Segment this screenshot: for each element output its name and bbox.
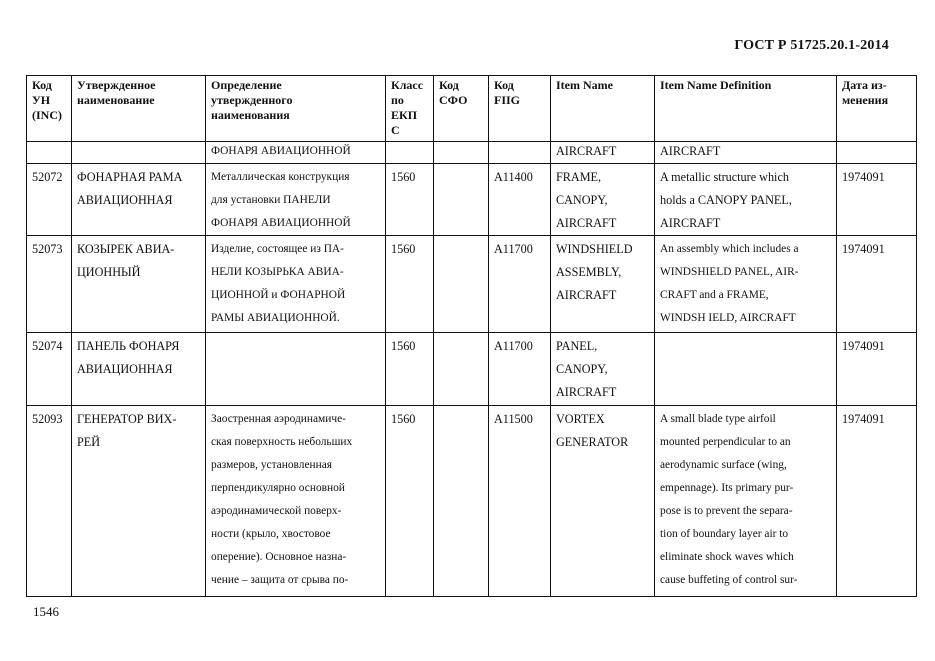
cell-definition: Металлическая конструкция для установки ПАНЕЛИ ФОНАРЯ АВИАЦИОННОЙ: [206, 164, 386, 236]
cell-class: 1560: [386, 236, 434, 333]
cell-definition: ФОНАРЯ АВИАЦИОННОЙ: [206, 142, 386, 164]
cell-item-name: AIRCRAFT: [551, 142, 655, 164]
cell-item-definition: AIRCRAFT: [655, 142, 837, 164]
table-row: [27, 236, 917, 333]
cell-item-name: WINDSHIELD ASSEMBLY, AIRCRAFT: [551, 236, 655, 333]
continuation-row: [27, 142, 917, 164]
cell-approved-name: [72, 142, 206, 164]
cell-date: 1974091: [837, 333, 917, 406]
cell-fiig: A11400: [489, 164, 551, 236]
cell-date: 1974091: [837, 164, 917, 236]
col-header-approved-name: Утвержденное наименование: [72, 76, 206, 142]
cell-sfo: [434, 164, 489, 236]
cell-date: 1974091: [837, 406, 917, 597]
cell-inc: 52074: [27, 333, 72, 406]
col-header-class: Класс по ЕКП С: [386, 76, 434, 142]
cell-approved-name: КОЗЫРЕК АВИА- ЦИОННЫЙ: [72, 236, 206, 333]
col-header-item-definition: Item Name Definition: [655, 76, 837, 142]
cell-approved-name: ФОНАРНАЯ РАМА АВИАЦИОННАЯ: [72, 164, 206, 236]
cell-definition: Изделие, состоящее из ПА- НЕЛИ КОЗЫРЬКА АВИА- ЦИОННОЙ и ФОНАРНОЙ РАМЫ АВИАЦИОННОЙ.: [206, 236, 386, 333]
cell-item-definition: [655, 333, 837, 406]
cell-definition: Заостренная аэродинамиче- ская поверхность небольших размеров, установленная перпендикулярно основной аэродинамической поверх- ности (крыло, хвостовое оперение). Основное назна- чение – защита от срыва по-: [206, 406, 386, 597]
cell-inc: 52073: [27, 236, 72, 333]
cell-approved-name: ПАНЕЛЬ ФОНАРЯ АВИАЦИОННАЯ: [72, 333, 206, 406]
cell-date: 1974091: [837, 236, 917, 333]
document-id: ГОСТ Р 51725.20.1-2014: [734, 38, 889, 53]
col-header-fiig: Код FIIG: [489, 76, 551, 142]
cell-class: 1560: [386, 406, 434, 597]
cell-class: [386, 142, 434, 164]
header-row: [27, 76, 917, 142]
col-header-sfo: Код СФО: [434, 76, 489, 142]
cell-item-name: VORTEX GENERATOR: [551, 406, 655, 597]
cell-class: 1560: [386, 333, 434, 406]
cell-item-definition: A small blade type airfoil mounted perpendicular to an aerodynamic surface (wing, empennage). Its primary pur- pose is to prevent the separa- tion of boundary layer air to eliminate shock waves which cause buffeting of control sur-: [655, 406, 837, 597]
cell-sfo: [434, 333, 489, 406]
col-header-definition: Определение утвержденного наименования: [206, 76, 386, 142]
col-header-inc: Код УН (INC): [27, 76, 72, 142]
table-row: [27, 406, 917, 597]
col-header-date: Дата из- менения: [837, 76, 917, 142]
cell-fiig: A11500: [489, 406, 551, 597]
cell-fiig: A11700: [489, 333, 551, 406]
catalog-table: [26, 75, 917, 597]
cell-inc: 52093: [27, 406, 72, 597]
cell-item-definition: An assembly which includes a WINDSHIELD PANEL, AIR- CRAFT and a FRAME, WINDSH IELD, AIRCRAFT: [655, 236, 837, 333]
cell-class: 1560: [386, 164, 434, 236]
col-header-item-name: Item Name: [551, 76, 655, 142]
cell-sfo: [434, 406, 489, 597]
cell-fiig: A11700: [489, 236, 551, 333]
cell-definition: [206, 333, 386, 406]
table-row: [27, 164, 917, 236]
cell-approved-name: ГЕНЕРАТОР ВИХ- РЕЙ: [72, 406, 206, 597]
cell-date: [837, 142, 917, 164]
cell-item-definition: A metallic structure which holds a CANOPY PANEL, AIRCRAFT: [655, 164, 837, 236]
cell-fiig: [489, 142, 551, 164]
page-number: 1546: [33, 604, 59, 619]
table-row: [27, 333, 917, 406]
cell-inc: [27, 142, 72, 164]
cell-sfo: [434, 142, 489, 164]
cell-item-name: PANEL, CANOPY, AIRCRAFT: [551, 333, 655, 406]
cell-item-name: FRAME, CANOPY, AIRCRAFT: [551, 164, 655, 236]
cell-sfo: [434, 236, 489, 333]
cell-inc: 52072: [27, 164, 72, 236]
